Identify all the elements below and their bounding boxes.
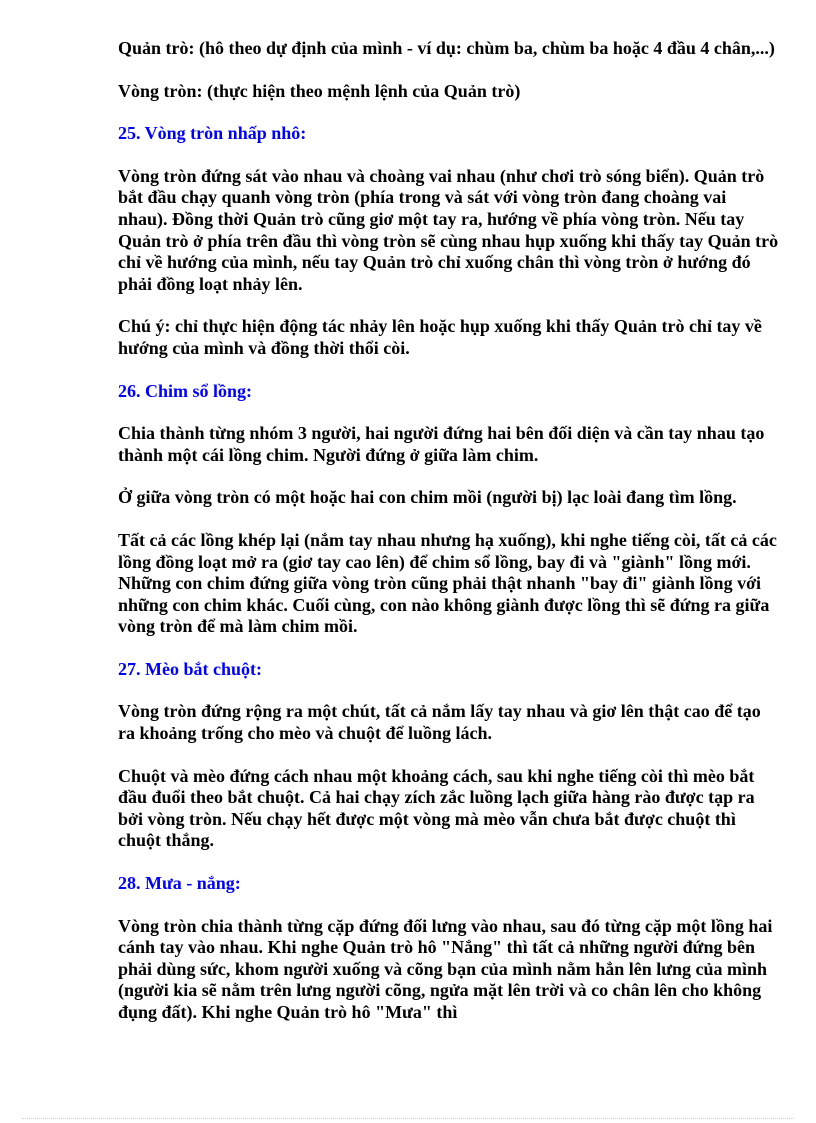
intro-paragraph-circle-response: Vòng tròn: (thực hiện theo mệnh lệnh của Quản trò) — [118, 80, 521, 101]
section-27-paragraph-1: Vòng tròn đứng rộng ra một chút, tất cả nắm lấy tay nhau và giơ lên thật cao để tạo ra khoảng trống cho mèo và chuột để luồng lách. — [118, 701, 761, 744]
section-26-paragraph-2: Ở giữa vòng tròn có một hoặc hai con chim mồi (người bị) lạc loài đang tìm lồng. — [118, 487, 737, 508]
page-bottom-divider — [22, 1118, 794, 1119]
section-heading-26: 26. Chim sổ lồng: — [118, 380, 253, 401]
section-25-paragraph-1: Vòng tròn đứng sát vào nhau và choàng vai nhau (như chơi trò sóng biển). Quản trò bắt đầu chạy quanh vòng tròn (phía trong và sát với vòng tròn đang choàng vai nhau). Đồng thời Quản trò cũng giơ một tay ra, hướng về phía vòng tròn. Nếu tay Quản trò ở phía trên đầu thì vòng tròn sẽ cùng nhau hụp xuống khi thấy tay Quản trò chỉ về hướng của mình, nếu tay Quản trò chỉ xuống chân thì vòng tròn ở hướng đó phải đồng loạt nhảy lên. — [118, 165, 779, 294]
section-heading-27: 27. Mèo bắt chuột: — [118, 658, 262, 679]
section-28-paragraph-1: Vòng tròn chia thành từng cặp đứng đối lưng vào nhau, sau đó từng cặp một lồng hai cánh tay vào nhau. Khi nghe Quản trò hô "Nắng" thì tất cả những người đứng bên phải dùng sức, khom người xuống và cõng bạn của mình nằm hẳn lên lưng của mình (người kia sẽ nằm trên lưng người cõng, ngửa mặt lên trời và co chân lên cho không đụng đất). Khi nghe Quản trò hô "Mưa" thì — [118, 915, 773, 1022]
document-page — [118, 38, 780, 1045]
section-27-paragraph-2: Chuột và mèo đứng cách nhau một khoảng cách, sau khi nghe tiếng còi thì mèo bắt đầu đuổi theo bắt chuột. Cả hai chạy zích zắc luồng lạch giữa hàng rào được tạp ra bởi vòng tròn. Nếu chạy hết được một vòng mà mèo vẫn chưa bắt được chuột thì chuột thắng. — [118, 765, 755, 851]
section-25-note: Chú ý: chỉ thực hiện động tác nhảy lên hoặc hụp xuống khi thấy Quản trò chỉ tay về hướng của mình và đồng thời thổi còi. — [118, 316, 762, 358]
section-heading-25: 25. Vòng tròn nhấp nhô: — [118, 123, 307, 144]
section-26-paragraph-1: Chia thành từng nhóm 3 người, hai người đứng hai bên đối diện và cần tay nhau tạo thành một cái lồng chim. Người đứng ở giữa làm chim. — [118, 423, 765, 465]
section-26-paragraph-3: Tất cả các lồng khép lại (nắm tay nhau nhưng hạ xuống), khi nghe tiếng còi, tất cả các lồng đồng loạt mở ra (giơ tay cao lên) để chim sổ lồng, bay đi và "giành" lồng mới. Những con chim đứng giữa vòng tròn cũng phải thật nhanh "bay đi" giành lồng với những con chim khác. Cuối cùng, con nào không giành được lồng thì sẽ đứng ra giữa vòng tròn để mà làm chim mồi. — [118, 529, 777, 637]
section-heading-28: 28. Mưa - nắng: — [118, 873, 241, 894]
intro-paragraph-host-call: Quản trò: (hô theo dự định của mình - ví dụ: chùm ba, chùm ba hoặc 4 đầu 4 chân,...) — [118, 38, 775, 58]
